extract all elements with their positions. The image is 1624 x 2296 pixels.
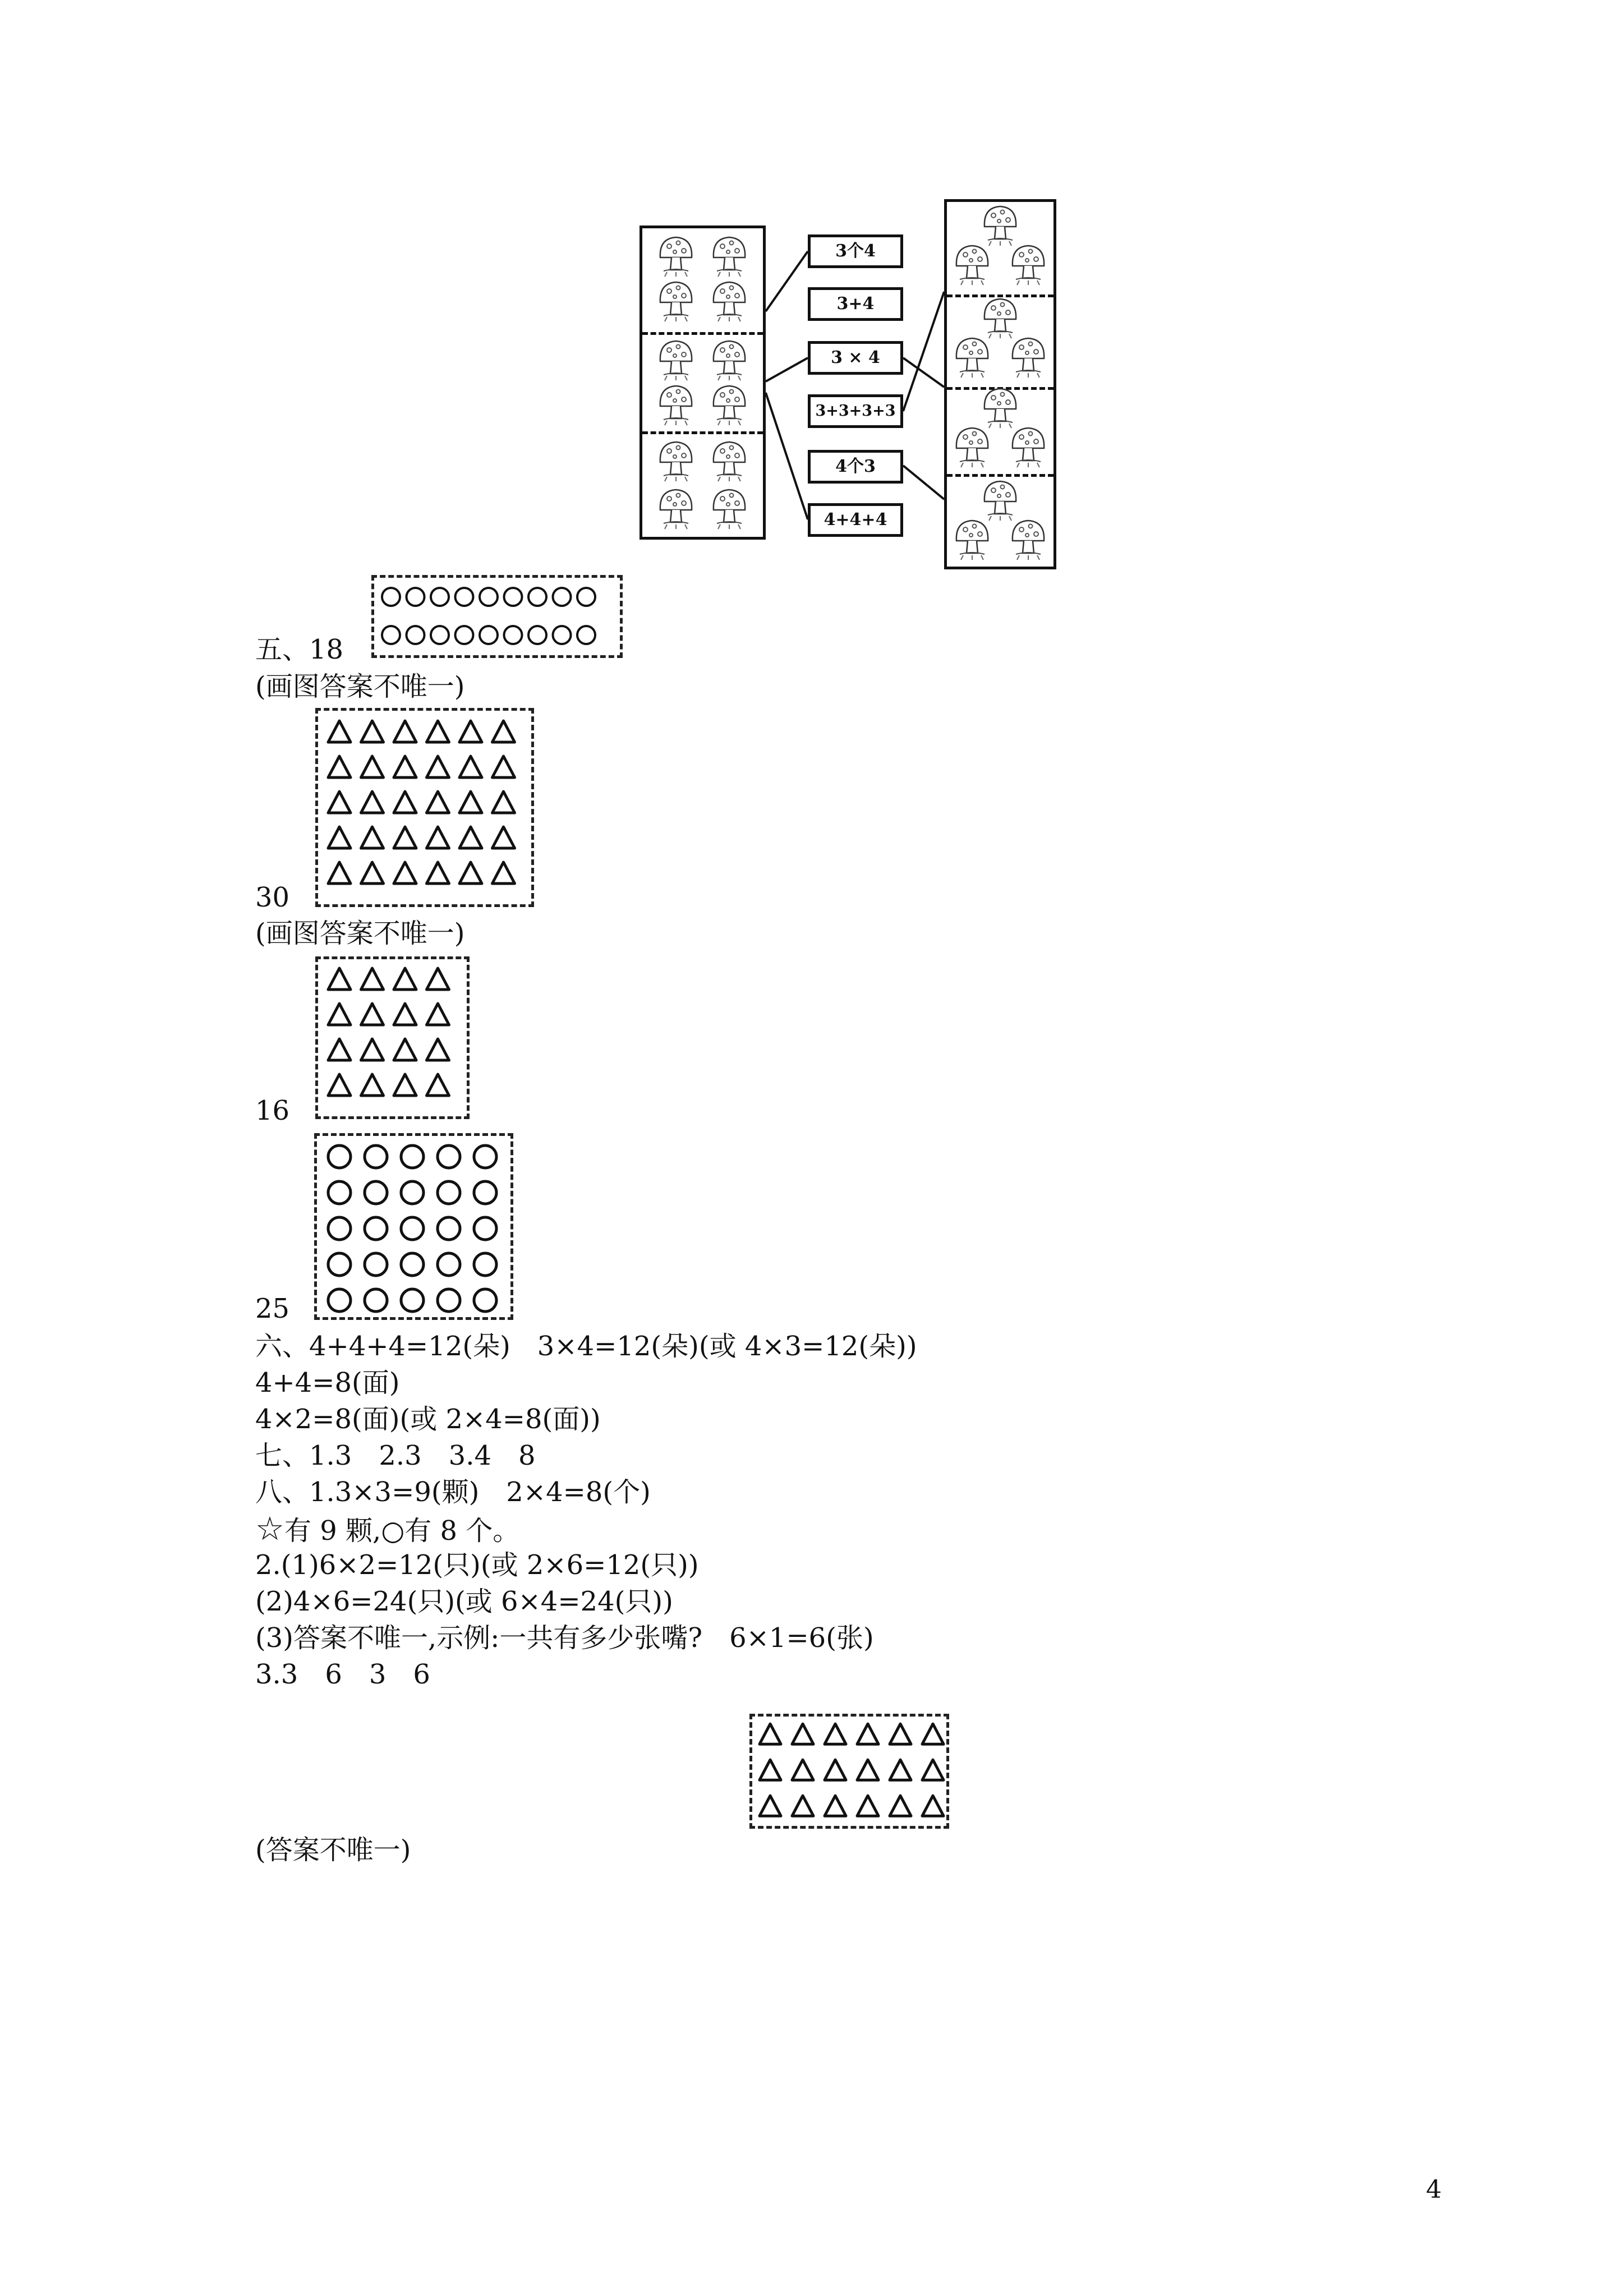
triangle-shape	[760, 1796, 781, 1816]
answer-16: 16	[255, 1095, 290, 1126]
triangle-shape	[825, 1760, 846, 1780]
section-seven-line-1: 七、1.3 2.3 3.4 8	[255, 1440, 536, 1471]
triangle-shape	[890, 1724, 911, 1744]
triangle-shape	[857, 1796, 878, 1816]
page-number: 4	[1426, 2175, 1442, 2204]
answer-30: 30	[255, 882, 290, 913]
note-answer-not-unique: (答案不唯一)	[255, 1834, 411, 1866]
note-drawing-not-unique: (画图答案不唯一)	[255, 918, 465, 949]
section-six-line-3: 4×2=8(面)(或 2×4=8(面))	[255, 1404, 601, 1435]
triangle-shape	[792, 1796, 813, 1816]
triangle-shape	[857, 1760, 878, 1780]
expr-box-5: 4个3	[808, 450, 903, 484]
answer-25: 25	[255, 1293, 290, 1324]
answer-five-18: 五、18	[255, 634, 344, 665]
triangle-shape	[922, 1796, 944, 1816]
triangle-shape	[760, 1724, 781, 1744]
triangle-shape	[922, 1724, 944, 1744]
note-drawing-not-unique: (画图答案不唯一)	[255, 671, 465, 702]
section-eight-line-5: (3)答案不唯一,示例:一共有多少张嘴? 6×1=6(张)	[255, 1622, 874, 1654]
triangle-shape	[890, 1760, 911, 1780]
section-eight-line-4: (2)4×6=24(只)(或 6×4=24(只))	[255, 1586, 673, 1617]
star-icon: ☆	[255, 1510, 284, 1548]
expr-box-6: 4+4+4	[808, 503, 903, 537]
expr-box-1: 3个4	[808, 234, 903, 268]
triangle-shape	[857, 1724, 878, 1744]
triangle-shape	[890, 1796, 911, 1816]
expr-box-3: 3 × 4	[808, 341, 903, 375]
section-six-line-1: 六、4+4+4=12(朵) 3×4=12(朵)(或 4×3=12(朵))	[255, 1331, 917, 1362]
triangle-shape	[760, 1760, 781, 1780]
section-six-line-2: 4+4=8(面)	[255, 1367, 400, 1398]
section-eight-line-1: 八、1.3×3=9(颗) 2×4=8(个)	[255, 1476, 651, 1508]
triangle-shape	[792, 1760, 813, 1780]
triangle-shape	[922, 1760, 944, 1780]
section-eight-line-6: 3.3 6 3 6	[255, 1659, 430, 1690]
triangle-shape	[792, 1724, 813, 1744]
triangle-shape	[825, 1796, 846, 1816]
expr-box-4: 3+3+3+3	[808, 394, 903, 428]
triangle-shape	[825, 1724, 846, 1744]
expr-box-2: 3+4	[808, 287, 903, 321]
section-eight-line-3: 2.(1)6×2=12(只)(或 2×6=12(只))	[255, 1549, 699, 1581]
section-eight-line-2-text: 有 9 颗,○有 8 个。	[284, 1515, 520, 1547]
